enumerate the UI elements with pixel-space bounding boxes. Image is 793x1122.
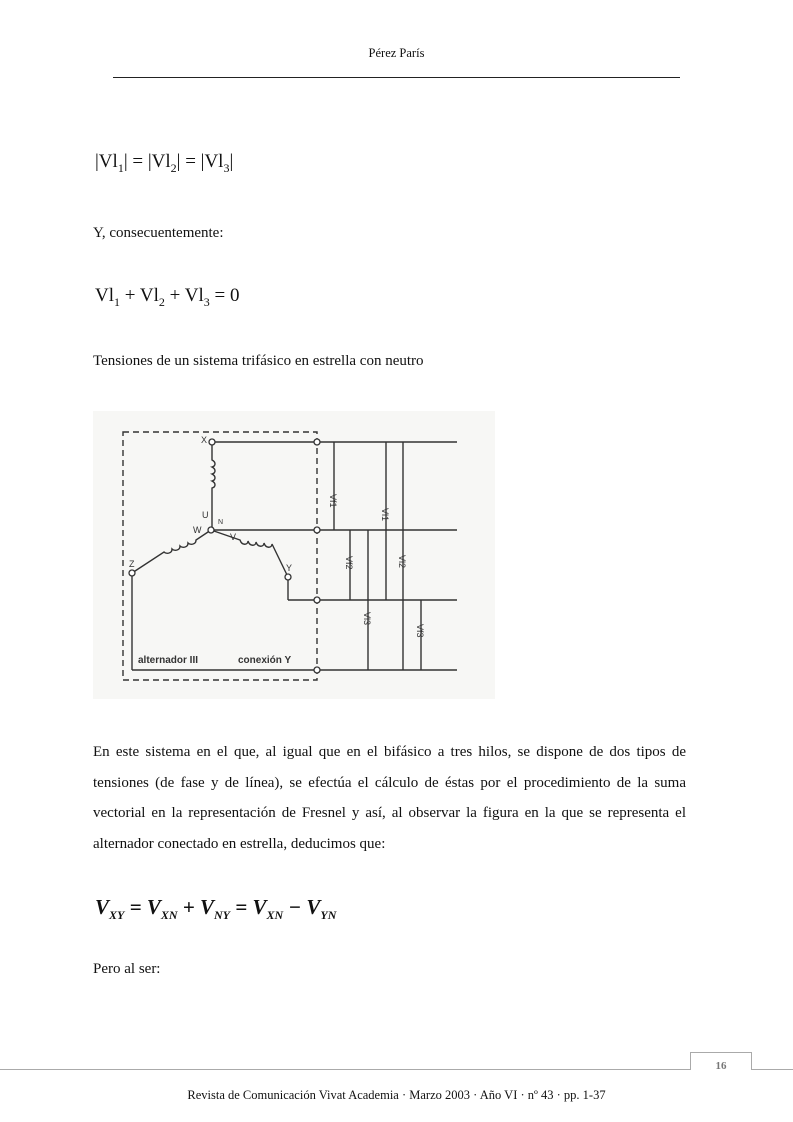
eq-term: = 0: [209, 285, 240, 306]
eq-sub: XN: [266, 908, 284, 923]
label-vl2: Vl2: [397, 555, 407, 569]
eq-term: Vl: [95, 285, 114, 306]
eq-term: − V: [283, 895, 321, 919]
eq-term: | = |Vl: [176, 151, 224, 172]
eq-term: |Vl: [95, 151, 118, 172]
terminal-label-x: X: [201, 435, 208, 445]
paragraph: En este sistema en el que, al igual que en el bifásico a tres hilos, se dispone de dos tipos de tensiones (de fase y de línea), se efectúa el cálculo de éstas por el procedimiento de la suma vectorial en la representación de Fresnel y así, al observar la figura en la que se representa el alternador conectado en estrella, deducimos que:: [93, 744, 686, 852]
label-vl1: Vl1: [380, 508, 390, 522]
alternator-label: alternador III: [138, 655, 199, 666]
eq-sub: 2: [170, 160, 177, 175]
eq-term: | = |Vl: [123, 151, 171, 172]
terminal-label-z: Z: [129, 559, 135, 569]
equation-line-voltage: [95, 895, 336, 923]
eq-sub: NY: [214, 908, 230, 923]
running-header: Pérez París: [368, 46, 425, 60]
eq-term: = V: [230, 895, 267, 919]
neutral-label: N: [218, 519, 224, 526]
label-vf1: Vf1: [328, 494, 338, 508]
page-number: 16: [690, 1052, 752, 1070]
label-vl3: Vl3: [362, 612, 372, 626]
coil-label-u: U: [202, 510, 209, 520]
eq-sub: YN: [320, 908, 337, 923]
eq-sub: XY: [109, 908, 125, 923]
eq-sub: XN: [160, 908, 178, 923]
label-vf3: Vf3: [415, 624, 425, 638]
footer-rule: [751, 1069, 793, 1070]
eq-term: + Vl: [164, 285, 204, 306]
eq-term: = V: [124, 895, 161, 919]
coil-label-v: V: [230, 532, 237, 542]
label-vf2: Vf2: [344, 556, 354, 570]
figure-caption: Tensiones de un sistema trifásico en estrella con neutro: [93, 353, 424, 369]
eq-sub: 3: [223, 160, 230, 175]
eq-sub: 1: [117, 160, 124, 175]
eq-sub: 3: [203, 294, 210, 309]
eq-term: V: [95, 895, 110, 919]
paragraph: Pero al ser:: [93, 961, 161, 977]
eq-term: |: [229, 151, 234, 172]
paragraph: Y, consecuentemente:: [93, 225, 224, 241]
eq-term: + V: [177, 895, 214, 919]
terminal-label-y: Y: [286, 563, 293, 573]
footer-citation: Revista de Comunicación Vivat Academia · Marzo 2003 · Año VI · nº 43 · pp. 1-37: [187, 1088, 606, 1102]
eq-sub: 2: [158, 294, 165, 309]
eq-sub: 1: [114, 294, 120, 309]
eq-term: + Vl: [120, 285, 159, 306]
footer-rule: [0, 1069, 690, 1070]
connection-label: conexión Y: [238, 655, 292, 666]
coil-label-w: W: [193, 525, 202, 535]
